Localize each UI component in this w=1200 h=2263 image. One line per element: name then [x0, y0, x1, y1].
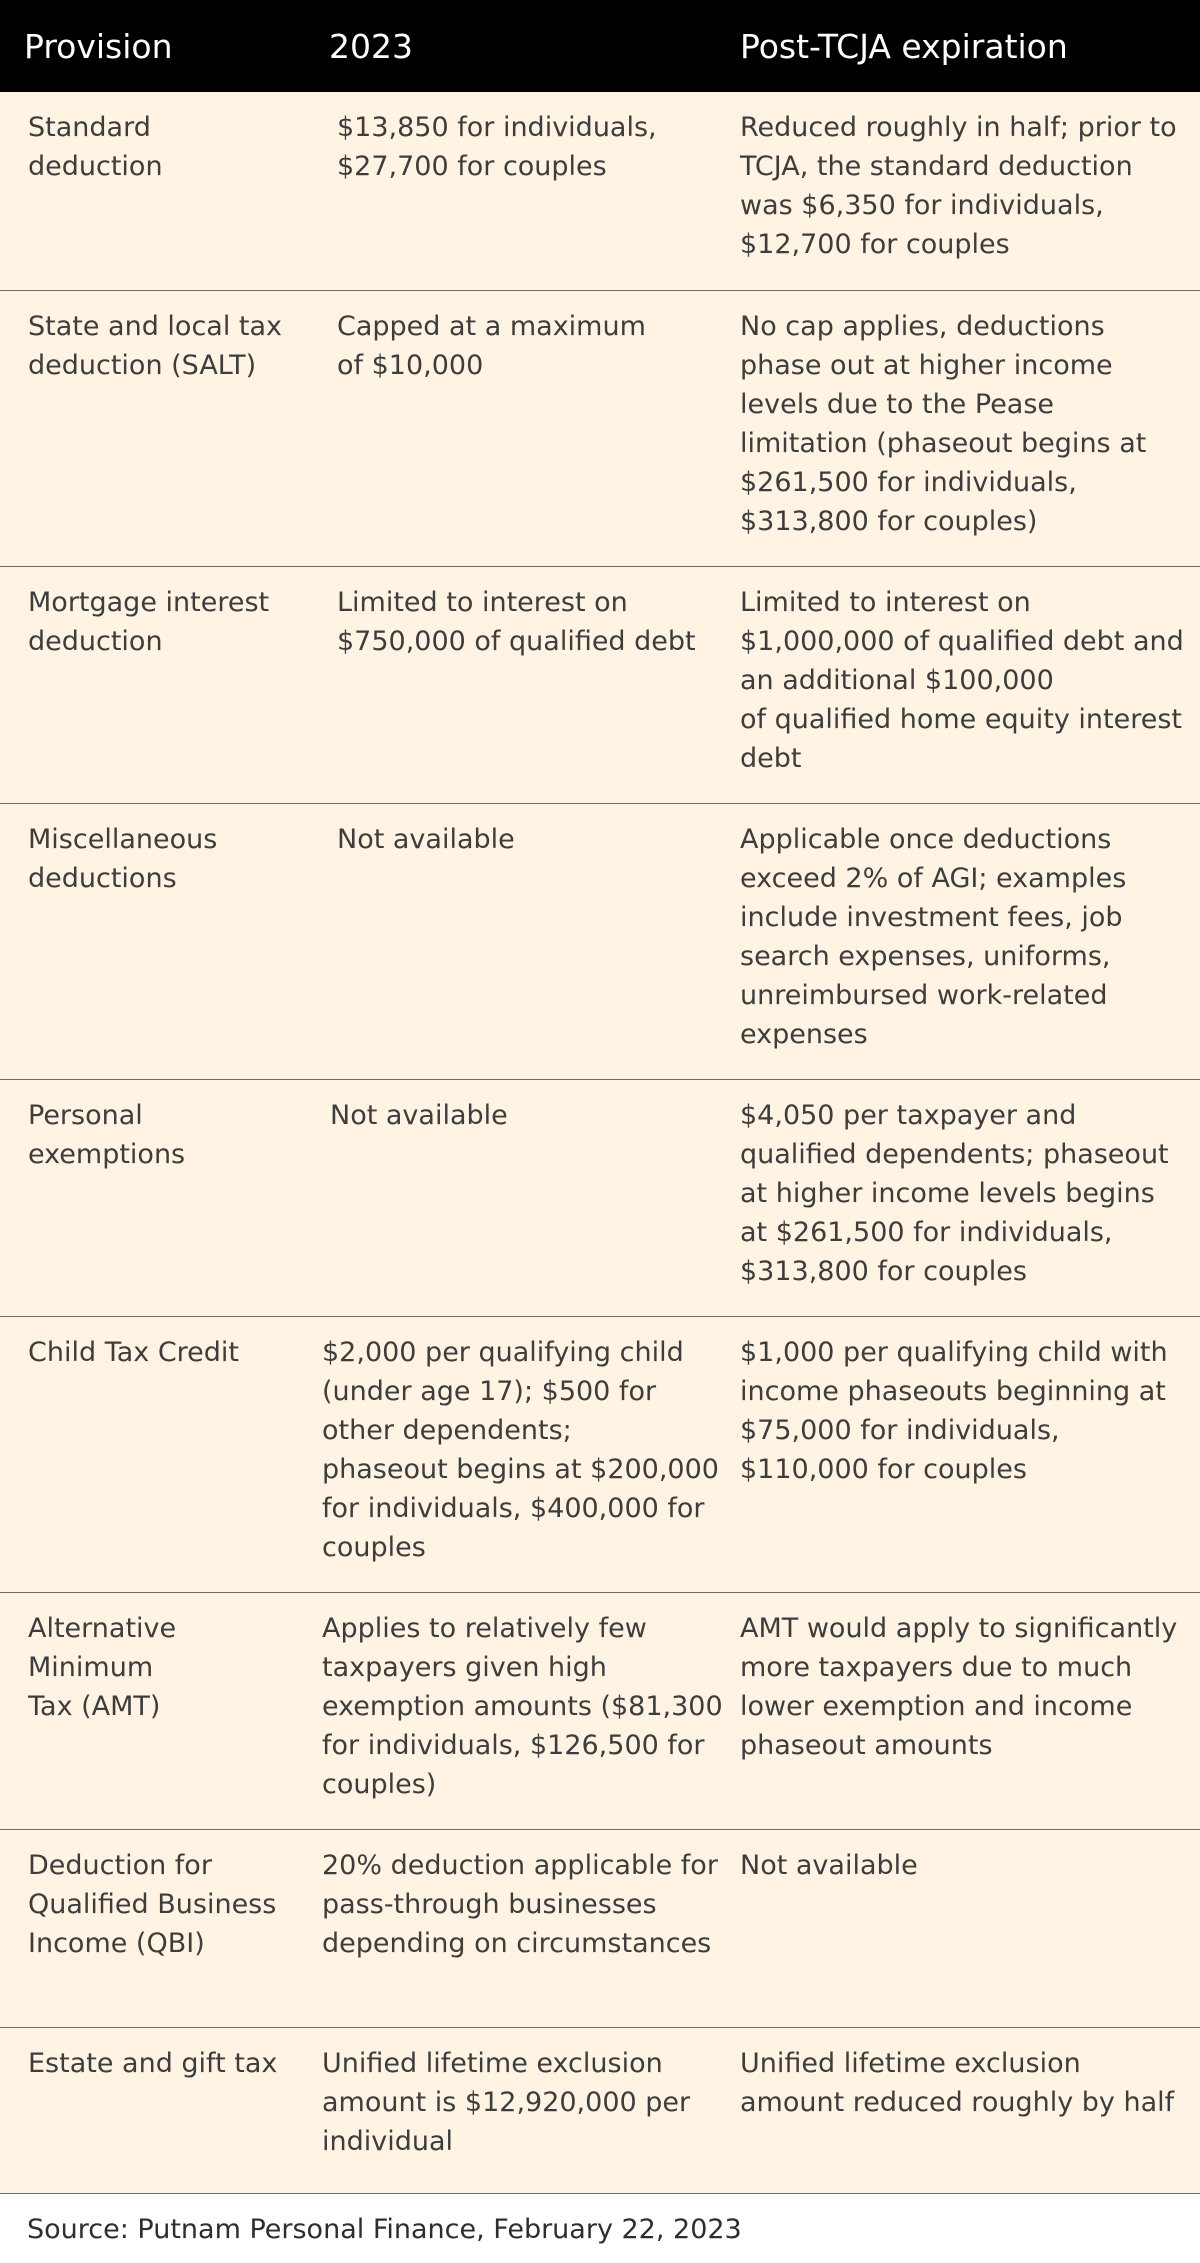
post-tcja-cell: Reduced roughly in half; prior to TCJA, the standard deduction was $6,350 for individuals, $12,700 for couples: [740, 112, 1177, 260]
post-tcja-cell: Applicable once deductions exceed 2% of AGI; examples include investment fees, job search expenses, uniforms, unreimbursed work-related expenses: [740, 824, 1127, 1050]
provision-cell: State and local tax deduction (SALT): [28, 311, 283, 381]
table-header: [0, 0, 1200, 92]
table-row-amt: [0, 1593, 1200, 1830]
post-tcja-cell: Unified lifetime exclusion amount reduced roughly by half: [740, 2048, 1175, 2118]
provision-cell: Alternative Minimum Tax (AMT): [28, 1613, 177, 1722]
y2023-cell: Limited to interest on $750,000 of qualified debt: [337, 587, 696, 657]
provision-cell: Standard deduction: [28, 112, 163, 182]
y2023-cell: Applies to relatively few taxpayers given high exemption amounts ($81,300 for individuals, $126,500 for couples): [322, 1613, 723, 1800]
post-tcja-cell: $4,050 per taxpayer and qualified dependents; phaseout at higher income levels begins at $261,500 for individuals, $313,800 for couples: [740, 1100, 1169, 1287]
table-row-child-tax-credit: [0, 1317, 1200, 1593]
provision-cell: Miscellaneous deductions: [28, 824, 218, 894]
table-row-qbi: [0, 1830, 1200, 2028]
table-row-personal-exemptions: [0, 1080, 1200, 1317]
post-tcja-cell: No cap applies, deductions phase out at higher income levels due to the Pease limitation (phaseout begins at $261,500 for individuals, $313,800 for couples): [740, 311, 1147, 537]
y2023-cell: Unified lifetime exclusion amount is $12,920,000 per individual: [322, 2048, 691, 2157]
provision-cell: Personal exemptions: [28, 1100, 186, 1170]
y2023-cell: Not available: [330, 1100, 508, 1131]
table-row-mortgage-interest: [0, 567, 1200, 804]
post-tcja-cell: Not available: [740, 1850, 918, 1881]
post-tcja-cell: $1,000 per qualifying child with income phaseouts beginning at $75,000 for individuals, $110,000 for couples: [740, 1337, 1168, 1485]
provision-cell: Mortgage interest deduction: [28, 587, 270, 657]
y2023-cell: 20% deduction applicable for pass-through businesses depending on circumstances: [322, 1850, 718, 1959]
provision-cell: Child Tax Credit: [28, 1337, 240, 1368]
y2023-cell: $2,000 per qualifying child (under age 17); $500 for other dependents; phaseout begins at $200,000 for individuals, $400,000 for couples: [322, 1337, 719, 1563]
table-row-estate-gift-tax: [0, 2028, 1200, 2194]
provision-cell: Estate and gift tax: [28, 2048, 278, 2079]
provision-cell: Deduction for Qualified Business Income (QBI): [28, 1850, 277, 1959]
table-row-salt: [0, 291, 1200, 567]
table-row-standard-deduction: [0, 92, 1200, 291]
header-post-tcja: Post-TCJA expiration: [740, 26, 1068, 66]
y2023-cell: Capped at a maximum of $10,000: [337, 311, 646, 381]
source-note: Source: Putnam Personal Finance, February 22, 2023: [0, 2194, 1200, 2263]
header-2023: 2023: [329, 26, 413, 66]
y2023-cell: Not available: [337, 824, 515, 855]
y2023-cell: $13,850 for individuals, $27,700 for couples: [337, 112, 657, 182]
post-tcja-cell: AMT would apply to significantly more taxpayers due to much lower exemption and income phaseout amounts: [740, 1613, 1178, 1761]
table-row-miscellaneous: [0, 804, 1200, 1080]
header-provision: Provision: [24, 26, 173, 66]
post-tcja-cell: Limited to interest on $1,000,000 of qualified debt and an additional $100,000 of qualified home equity interest debt: [740, 587, 1184, 774]
